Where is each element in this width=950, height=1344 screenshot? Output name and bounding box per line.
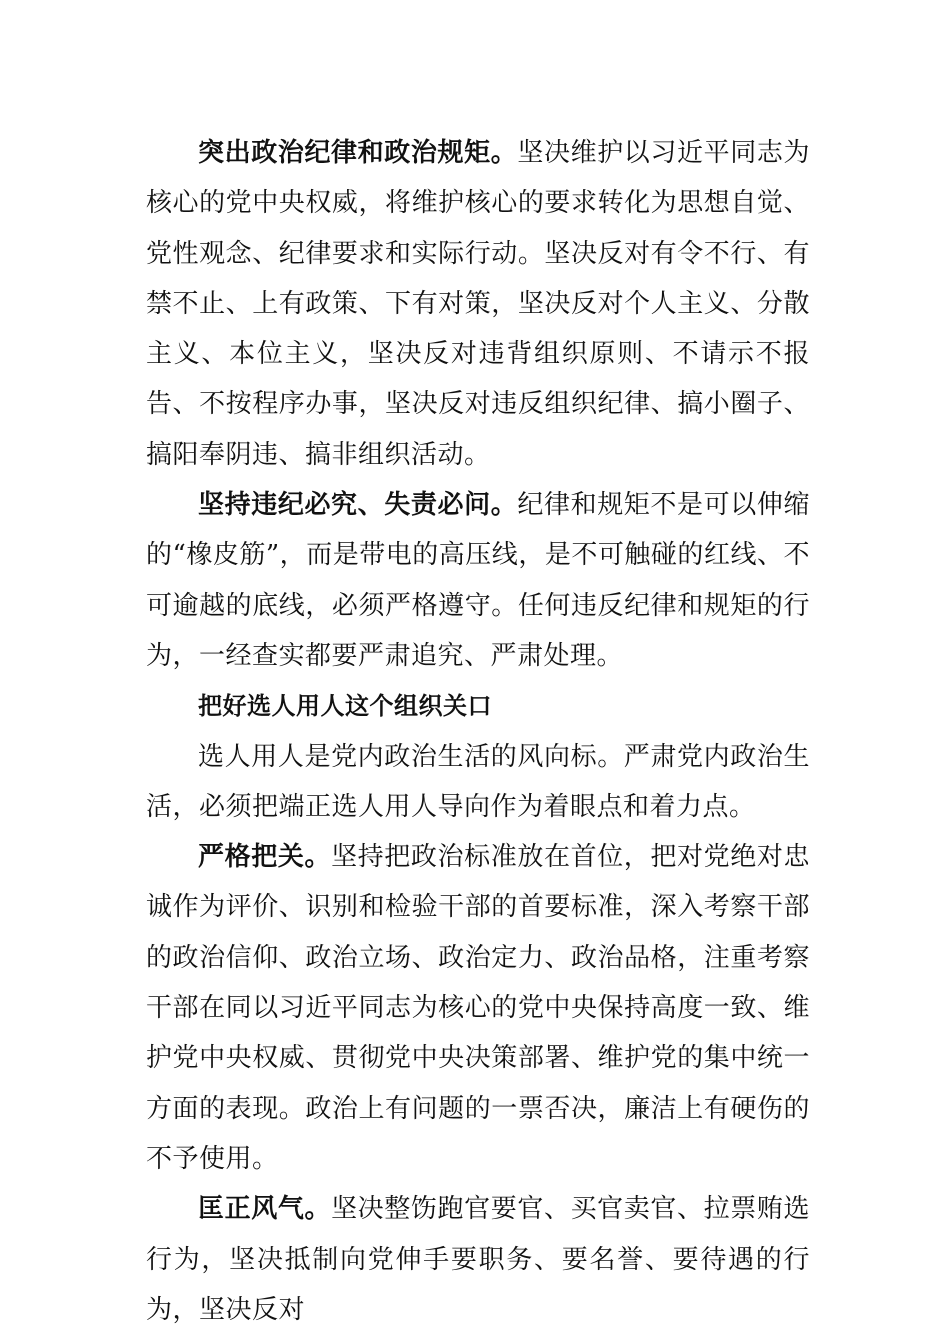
paragraph-selection-intro — [146, 732, 810, 833]
paragraph-political-discipline — [146, 128, 810, 480]
paragraph-lead: 突出政治纪律和政治规矩。 — [198, 138, 518, 168]
paragraph-text: 纪律和规矩不是可以伸缩的“橡皮筋”，而是带电的高压线，是不可触碰的红线、不可逾越的底线，必须严格遵守。任何违反纪律和规矩的行为，一经查实都要严肃追究、严肃处理。 — [146, 490, 810, 671]
paragraph-lead: 严格把关。 — [198, 842, 332, 873]
paragraph-lead: 坚持违纪必究、失责必问。 — [198, 490, 518, 521]
paragraph-text: 坚决整饬跑官要官、买官卖官、拉票贿选行为，坚决抵制向党伸手要职务、要名誉、要待遇的行为，坚决反对 — [146, 1194, 810, 1325]
paragraph-lead: 匡正风气。 — [198, 1194, 332, 1225]
paragraph-text: 坚决维护以习近平同志为核心的党中央权威，将维护核心的要求转化为思想自觉、党性观念、纪律要求和实际行动。坚决反对有令不行、有禁不止、上有政策、下有对策，坚决反对个人主义、分散主义、本位主义，坚决反对违背组织原则、不请示不报告、不按程序办事，坚决反对违反组织纪律、搞小圈子、搞阳奉阴违、搞非组织活动。 — [146, 138, 810, 470]
paragraph-correct-practice — [146, 1184, 810, 1335]
paragraph-text: 坚持把政治标准放在首位，把对党绝对忠诚作为评价、识别和检验干部的首要标准，深入考察干部的政治信仰、政治立场、政治定力、政治品格，注重考察干部在同以习近平同志为核心的党中央保持高度一致、维护党中央权威、贯彻党中央决策部署、维护党的集中统一方面的表现。政治上有问题的一票否决，廉洁上有硬伤的不予使用。 — [146, 842, 810, 1174]
paragraph-accountability — [146, 480, 810, 681]
paragraph-strict-vetting — [146, 832, 810, 1184]
document-body — [146, 128, 810, 1335]
paragraph-text: 选人用人是党内政治生活的风向标。严肃党内政治生活，必须把端正选人用人导向作为着眼点和着力点。 — [146, 741, 810, 822]
section-heading: 把好选人用人这个组织关口 — [198, 692, 492, 721]
